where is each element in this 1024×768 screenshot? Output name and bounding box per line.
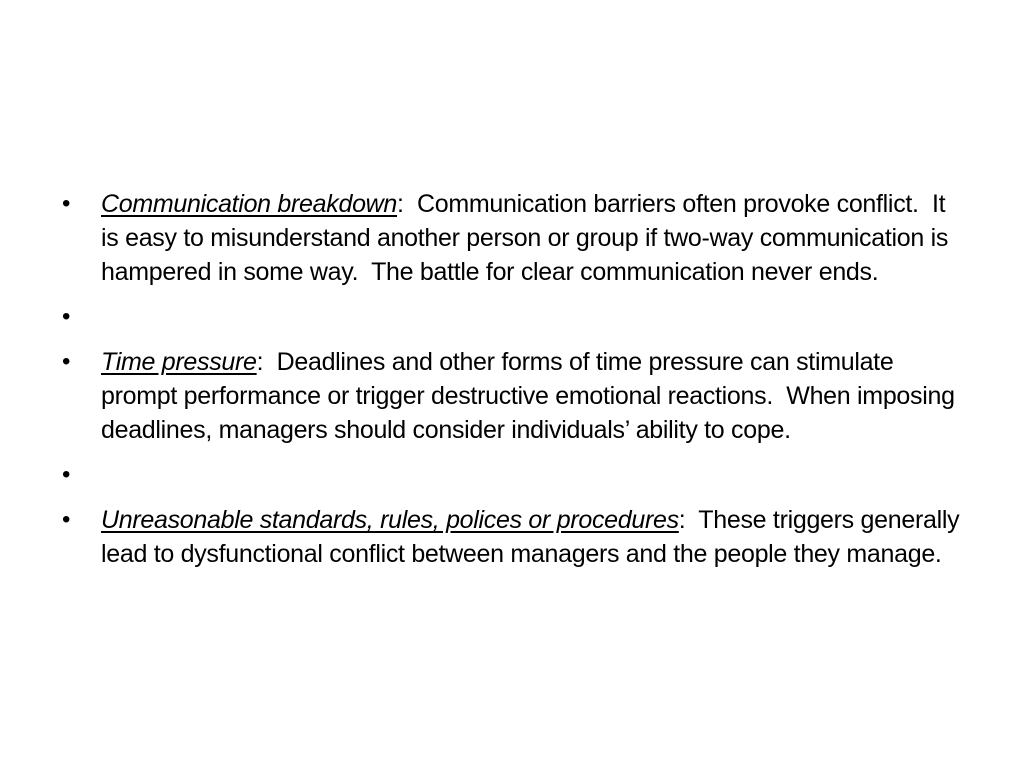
bullet-term: Communication breakdown bbox=[101, 190, 398, 218]
bullet-dot-icon: • bbox=[61, 348, 71, 375]
bullet-dot-icon: • bbox=[61, 190, 71, 217]
bullet-item-empty bbox=[60, 300, 960, 334]
bullet-item-communication-breakdown bbox=[60, 187, 960, 289]
bullet-item-unreasonable-standards bbox=[60, 503, 966, 571]
bullet-item-empty bbox=[60, 458, 960, 492]
bullet-term: Time pressure bbox=[101, 348, 257, 376]
bullet-dot-icon: • bbox=[61, 303, 71, 330]
bullet-dot-icon: • bbox=[61, 461, 71, 488]
bullet-term: Unreasonable standards, rules, polices or procedures bbox=[101, 506, 679, 534]
bullet-separator: : bbox=[397, 190, 404, 218]
bullet-dot-icon: • bbox=[61, 506, 71, 533]
bullet-separator: : bbox=[256, 348, 264, 376]
bullet-separator: : bbox=[678, 506, 686, 534]
bullet-item-time-pressure bbox=[60, 345, 960, 447]
bullet-text: Communication barriers often provoke conflict. It is easy to misunderstand another person or group if two-way communication is hampered in some way. The battle for clear communication never ends. bbox=[101, 190, 955, 286]
bullet-list bbox=[60, 187, 966, 571]
bullet-text: Deadlines and other forms of time pressure can stimulate prompt performance or trigger destructive emotional reactions. When imposing deadlines, managers should consider individuals’ ability to cope. bbox=[101, 348, 962, 444]
bullet-text: These triggers generally lead to dysfunctional conflict between managers and the people they manage. bbox=[101, 506, 966, 568]
